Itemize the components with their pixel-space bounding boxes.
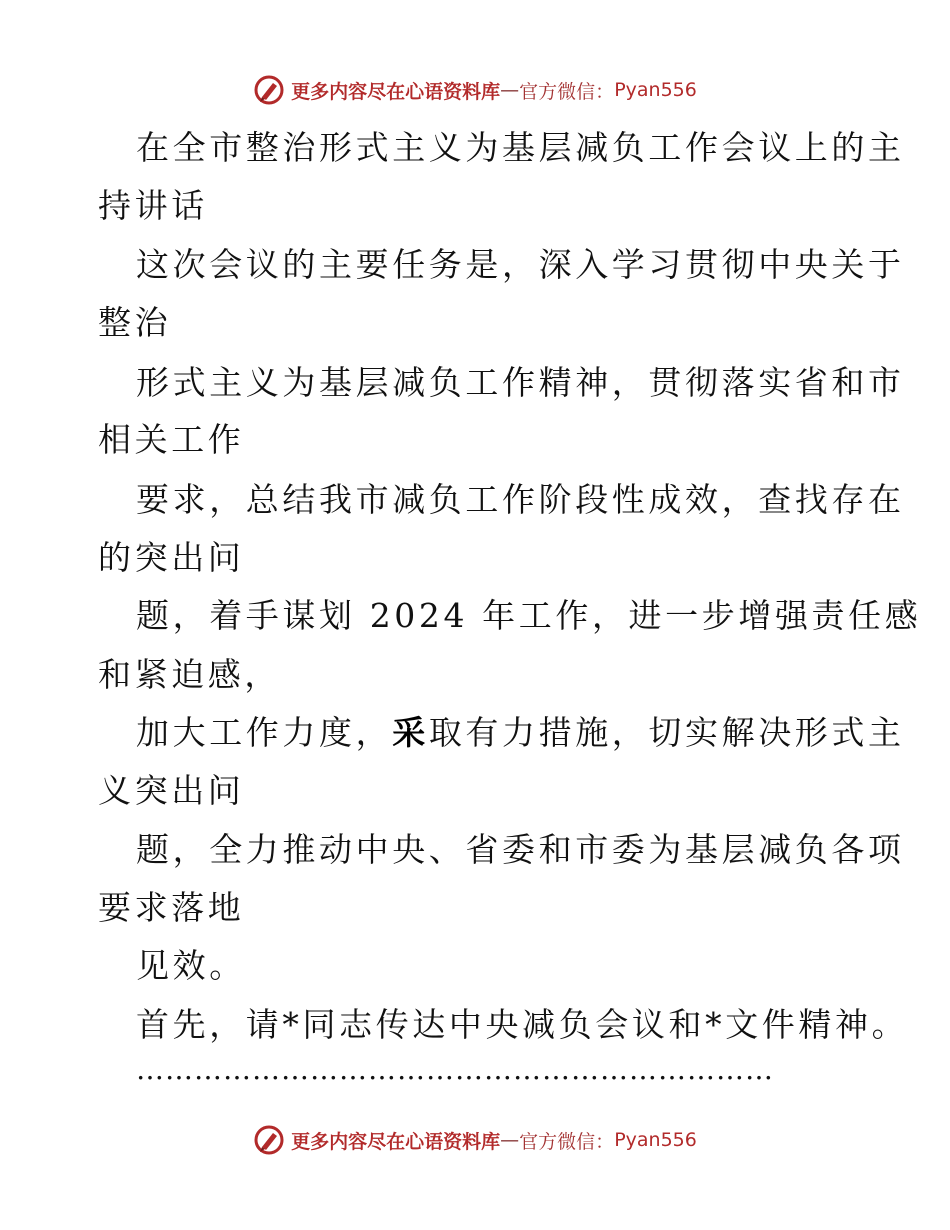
header-wechat-handle: Pyan556 bbox=[614, 79, 697, 101]
footer-wechat-handle: Pyan556 bbox=[614, 1129, 697, 1151]
paragraph-line: 要求落地 bbox=[98, 888, 245, 927]
paragraph-line: 整治 bbox=[98, 303, 172, 342]
ellipsis-line: ………………………………………………………… bbox=[136, 1053, 774, 1086]
title-line-2: 持讲话 bbox=[98, 186, 208, 225]
text-segment: 加大工作力度， bbox=[136, 713, 393, 752]
text-segment: 取有力措施，切实解决形式主 bbox=[428, 713, 905, 752]
paragraph-line: 和紧迫感， bbox=[98, 655, 281, 694]
footer-wechat-label: 官方微信： bbox=[519, 1130, 615, 1153]
pen-logo-icon bbox=[253, 1124, 285, 1156]
highlighted-character: 采 bbox=[392, 713, 429, 752]
paragraph-line: 题，全力推动中央、省委和市委为基层减负各项 bbox=[136, 830, 905, 869]
paragraph-line: 要求，总结我市减负工作阶段性成效，查找存在 bbox=[136, 480, 905, 519]
paragraph-line: 首先，请*同志传达中央减负会议和*文件精神。 bbox=[136, 1005, 909, 1044]
paragraph-line: 见效。 bbox=[136, 946, 246, 985]
footer-site-name: 更多内容尽在心语资料库 bbox=[291, 1130, 501, 1153]
paragraph-line: 题，着手谋划 2024 年工作，进一步增强责任感 bbox=[136, 596, 922, 635]
footer-separator: — bbox=[500, 1129, 520, 1151]
paragraph-line: 这次会议的主要任务是，深入学习贯彻中央关于 bbox=[136, 245, 905, 284]
paragraph-line: 的突出问 bbox=[98, 538, 245, 577]
title-line-1: 在全市整治形式主义为基层减负工作会议上的主 bbox=[136, 128, 905, 167]
header-watermark bbox=[0, 70, 950, 110]
header-wechat-label: 官方微信： bbox=[519, 80, 615, 103]
paragraph-line: 义突出问 bbox=[98, 771, 245, 810]
paragraph-line-mixed bbox=[136, 703, 905, 763]
header-site-name: 更多内容尽在心语资料库 bbox=[291, 80, 501, 103]
footer-watermark bbox=[0, 1120, 950, 1160]
paragraph-line: 形式主义为基层减负工作精神，贯彻落实省和市 bbox=[136, 363, 905, 402]
pen-logo-icon bbox=[253, 74, 285, 106]
paragraph-line: 相关工作 bbox=[98, 420, 245, 459]
header-separator: — bbox=[500, 79, 520, 101]
